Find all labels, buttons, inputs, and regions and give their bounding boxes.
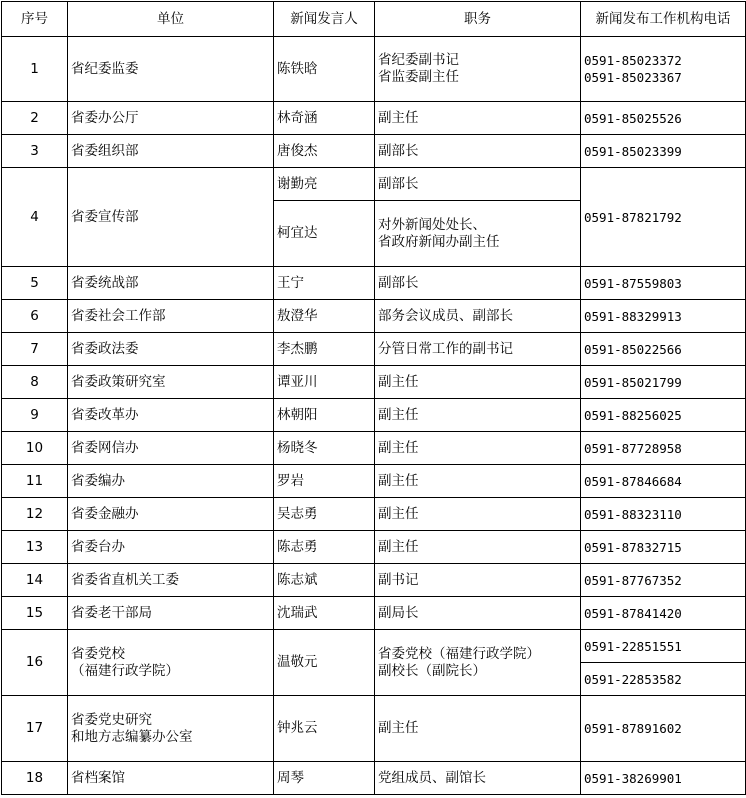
- title-cell: 副部长: [375, 135, 581, 168]
- phone-cell: 0591-88256025: [581, 399, 746, 432]
- phone-cell: 0591-85023399: [581, 135, 746, 168]
- header-spokesperson: 新闻发言人: [274, 2, 375, 37]
- unit-cell: 省委党校 （福建行政学院）: [68, 630, 274, 696]
- title-cell: 副局长: [375, 597, 581, 630]
- title-cell: 副主任: [375, 531, 581, 564]
- unit-cell: 省委政法委: [68, 333, 274, 366]
- row-number: 15: [2, 597, 68, 630]
- spokesperson-cell: 罗岩: [274, 465, 375, 498]
- unit-cell: 省委编办: [68, 465, 274, 498]
- phone-cell: 0591-85025526: [581, 102, 746, 135]
- spokesperson-cell: 敖澄华: [274, 300, 375, 333]
- unit-cell: 省委省直机关工委: [68, 564, 274, 597]
- table-row: [2, 333, 746, 366]
- unit-cell: 省纪委监委: [68, 37, 274, 102]
- table-row: [2, 531, 746, 564]
- title-cell: 部务会议成员、副部长: [375, 300, 581, 333]
- row-number: 6: [2, 300, 68, 333]
- row-number: 10: [2, 432, 68, 465]
- unit-cell: 省委组织部: [68, 135, 274, 168]
- title-cell: 副主任: [375, 696, 581, 762]
- table-row: [2, 762, 746, 795]
- table-row: [2, 564, 746, 597]
- spokesperson-cell: 谢勤亮: [274, 168, 375, 201]
- unit-cell: 省委党史研究 和地方志编纂办公室: [68, 696, 274, 762]
- phone-cell: 0591-87559803: [581, 267, 746, 300]
- table-row: [2, 465, 746, 498]
- title-cell: 副主任: [375, 432, 581, 465]
- row-number: 8: [2, 366, 68, 399]
- phone-cell: 0591-38269901: [581, 762, 746, 795]
- spokesperson-cell: 林奇涵: [274, 102, 375, 135]
- title-cell: 省委党校（福建行政学院） 副校长（副院长）: [375, 630, 581, 696]
- title-cell: 副主任: [375, 366, 581, 399]
- spokesperson-cell: 吴志勇: [274, 498, 375, 531]
- phone-cell: 0591-87821792: [581, 168, 746, 267]
- phone-cell: 0591-87841420: [581, 597, 746, 630]
- spokesperson-cell: 唐俊杰: [274, 135, 375, 168]
- row-number: 7: [2, 333, 68, 366]
- phone-cell: 0591-87891602: [581, 696, 746, 762]
- title-cell: 副部长: [375, 267, 581, 300]
- unit-cell: 省委政策研究室: [68, 366, 274, 399]
- row-number: 14: [2, 564, 68, 597]
- header-row: [2, 2, 746, 37]
- header-phone: 新闻发布工作机构电话: [581, 2, 746, 37]
- unit-cell: 省档案馆: [68, 762, 274, 795]
- row-number: 18: [2, 762, 68, 795]
- table-row: [2, 300, 746, 333]
- unit-cell: 省委宣传部: [68, 168, 274, 267]
- title-cell: 副主任: [375, 399, 581, 432]
- header-title: 职务: [375, 2, 581, 37]
- title-cell: 副书记: [375, 564, 581, 597]
- row-number: 13: [2, 531, 68, 564]
- phone-cell: 0591-88323110: [581, 498, 746, 531]
- unit-cell: 省委社会工作部: [68, 300, 274, 333]
- title-cell: 省纪委副书记 省监委副主任: [375, 37, 581, 102]
- spokesperson-cell: 周琴: [274, 762, 375, 795]
- row-number: 11: [2, 465, 68, 498]
- header-unit: 单位: [68, 2, 274, 37]
- table-row: [2, 102, 746, 135]
- spokesperson-cell: 陈志斌: [274, 564, 375, 597]
- table-row: [2, 696, 746, 762]
- unit-cell: 省委办公厅: [68, 102, 274, 135]
- row-number: 2: [2, 102, 68, 135]
- table-row: [2, 498, 746, 531]
- table-row: [2, 630, 746, 663]
- spokesperson-cell: 柯宜达: [274, 201, 375, 267]
- title-cell: 党组成员、副馆长: [375, 762, 581, 795]
- table-row: [2, 168, 746, 201]
- spokesperson-table: [1, 1, 746, 795]
- unit-cell: 省委网信办: [68, 432, 274, 465]
- spokesperson-cell: 陈铁晗: [274, 37, 375, 102]
- spokesperson-cell: 钟兆云: [274, 696, 375, 762]
- phone-cell: 0591-22851551: [581, 630, 746, 663]
- table-row: [2, 366, 746, 399]
- title-cell: 副主任: [375, 498, 581, 531]
- unit-cell: 省委金融办: [68, 498, 274, 531]
- table-row: [2, 432, 746, 465]
- table-row: [2, 399, 746, 432]
- spokesperson-cell: 李杰鹏: [274, 333, 375, 366]
- spokesperson-cell: 陈志勇: [274, 531, 375, 564]
- row-number: 3: [2, 135, 68, 168]
- unit-cell: 省委老干部局: [68, 597, 274, 630]
- phone-cell: 0591-85022566: [581, 333, 746, 366]
- title-cell: 对外新闻处处长、 省政府新闻办副主任: [375, 201, 581, 267]
- unit-cell: 省委统战部: [68, 267, 274, 300]
- spokesperson-cell: 杨晓冬: [274, 432, 375, 465]
- title-cell: 副主任: [375, 465, 581, 498]
- phone-cell: 0591-85023372 0591-85023367: [581, 37, 746, 102]
- row-number: 9: [2, 399, 68, 432]
- phone-cell: 0591-87846684: [581, 465, 746, 498]
- row-number: 1: [2, 37, 68, 102]
- row-number: 5: [2, 267, 68, 300]
- title-cell: 副主任: [375, 102, 581, 135]
- header-no: 序号: [2, 2, 68, 37]
- table-row: [2, 135, 746, 168]
- table-row: [2, 597, 746, 630]
- table-row: [2, 37, 746, 102]
- row-number: 17: [2, 696, 68, 762]
- title-cell: 分管日常工作的副书记: [375, 333, 581, 366]
- row-number: 12: [2, 498, 68, 531]
- row-number: 4: [2, 168, 68, 267]
- spokesperson-cell: 温敬元: [274, 630, 375, 696]
- phone-cell: 0591-22853582: [581, 663, 746, 696]
- phone-cell: 0591-85021799: [581, 366, 746, 399]
- phone-cell: 0591-87767352: [581, 564, 746, 597]
- table-row: [2, 267, 746, 300]
- title-cell: 副部长: [375, 168, 581, 201]
- row-number: 16: [2, 630, 68, 696]
- spokesperson-cell: 林朝阳: [274, 399, 375, 432]
- phone-cell: 0591-87728958: [581, 432, 746, 465]
- spokesperson-cell: 沈瑞武: [274, 597, 375, 630]
- phone-cell: 0591-87832715: [581, 531, 746, 564]
- phone-cell: 0591-88329913: [581, 300, 746, 333]
- unit-cell: 省委台办: [68, 531, 274, 564]
- unit-cell: 省委改革办: [68, 399, 274, 432]
- spokesperson-cell: 谭亚川: [274, 366, 375, 399]
- spokesperson-cell: 王宁: [274, 267, 375, 300]
